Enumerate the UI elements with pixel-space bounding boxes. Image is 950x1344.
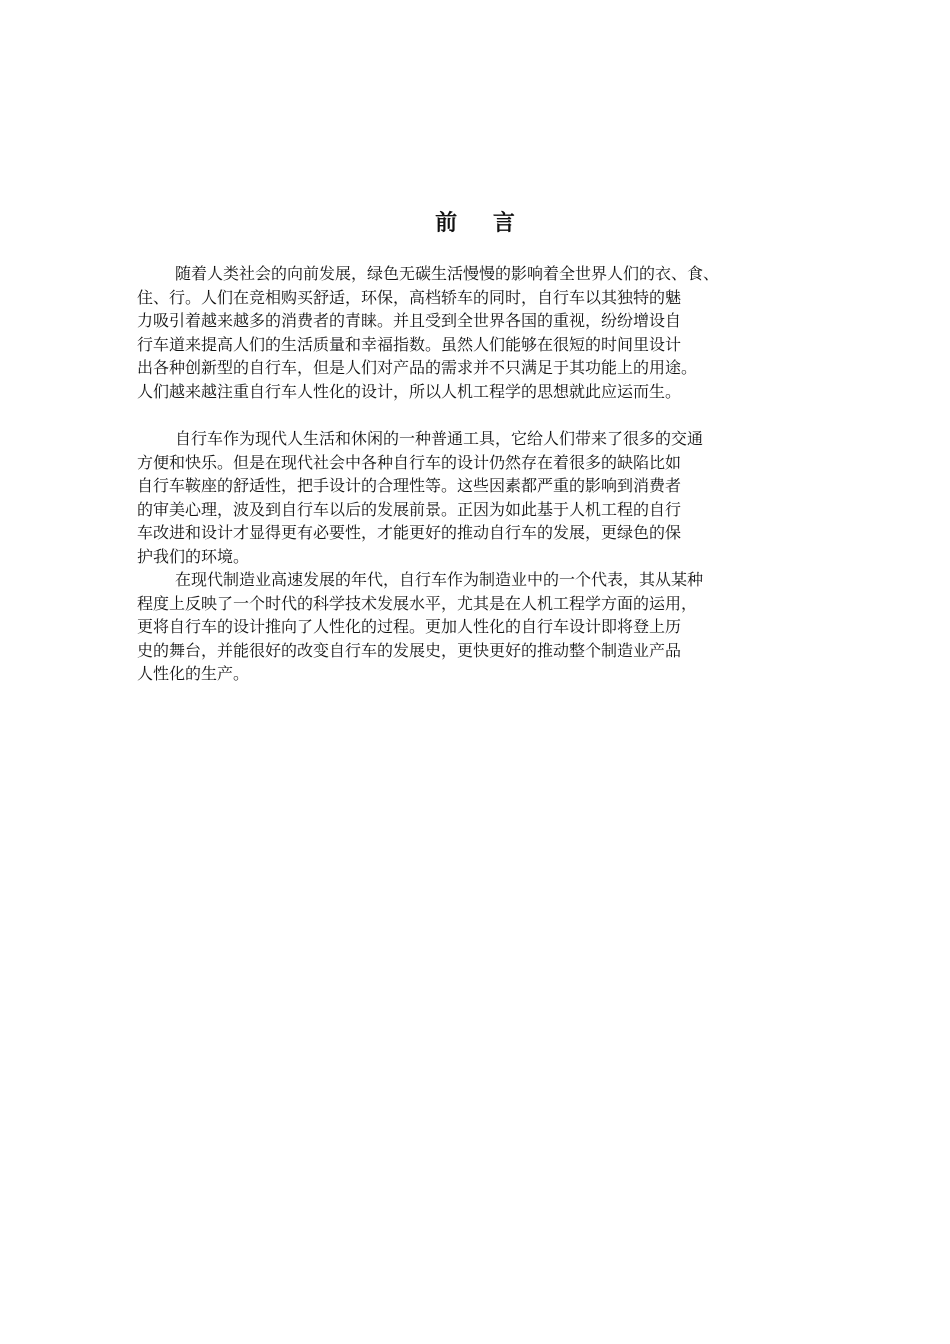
page-title: 前 言 [435,211,529,236]
body-text [137,262,837,686]
text-line: 人性化的生产。 [137,664,250,683]
text-line: 随着人类社会的向前发展，绿色无碳生活慢慢的影响着全世界人们的衣、食、 [175,264,720,283]
text-line: 住、行。人们在竞相购买舒适，环保，高档轿车的同时，自行车以其独特的魅 [137,287,682,307]
paragraph-2 [137,427,837,568]
text-line: 出各种创新型的自行车，但是人们对产品的需求并不只满足于其功能上的用途。 [137,358,698,377]
text-line: 更将自行车的设计推向了人性化的过程。更加人性化的自行车设计即将登上历 [137,617,682,636]
text-line: 自行车作为现代人生活和休闲的一种普通工具，它给人们带来了很多的交通 [175,429,704,448]
text-line: 人们越来越注重自行车人性化的设计，所以人机工程学的思想就此应运而生。 [137,381,682,401]
paragraph-3 [137,568,837,686]
text-line: 史的舞台，并能很好的改变自行车的发展史，更快更好的推动整个制造业产品 [137,640,682,660]
text-line: 行车道来提高人们的生活质量和幸福指数。虽然人们能够在很短的时间里设计 [137,334,682,354]
text-line: 护我们的环境。 [137,546,250,566]
paragraph-spacer [137,403,837,427]
text-line: 程度上反映了一个时代的科学技术发展水平，尤其是在人机工程学方面的运用， [137,593,698,613]
paragraph-1 [137,262,837,403]
text-line: 方便和快乐。但是在现代社会中各种自行车的设计仍然存在着很多的缺陷比如 [137,452,682,472]
text-line: 的审美心理，波及到自行车以后的发展前景。正因为如此基于人机工程的自行 [137,499,682,519]
text-line: 自行车鞍座的舒适性，把手设计的合理性等。这些因素都严重的影响到消费者 [137,476,682,495]
text-line: 车改进和设计才显得更有必要性，才能更好的推动自行车的发展，更绿色的保 [137,523,682,542]
text-line: 在现代制造业高速发展的年代，自行车作为制造业中的一个代表，其从某种 [175,570,704,589]
text-line: 力吸引着越来越多的消费者的青睐。并且受到全世界各国的重视，纷纷增设自 [137,311,682,330]
